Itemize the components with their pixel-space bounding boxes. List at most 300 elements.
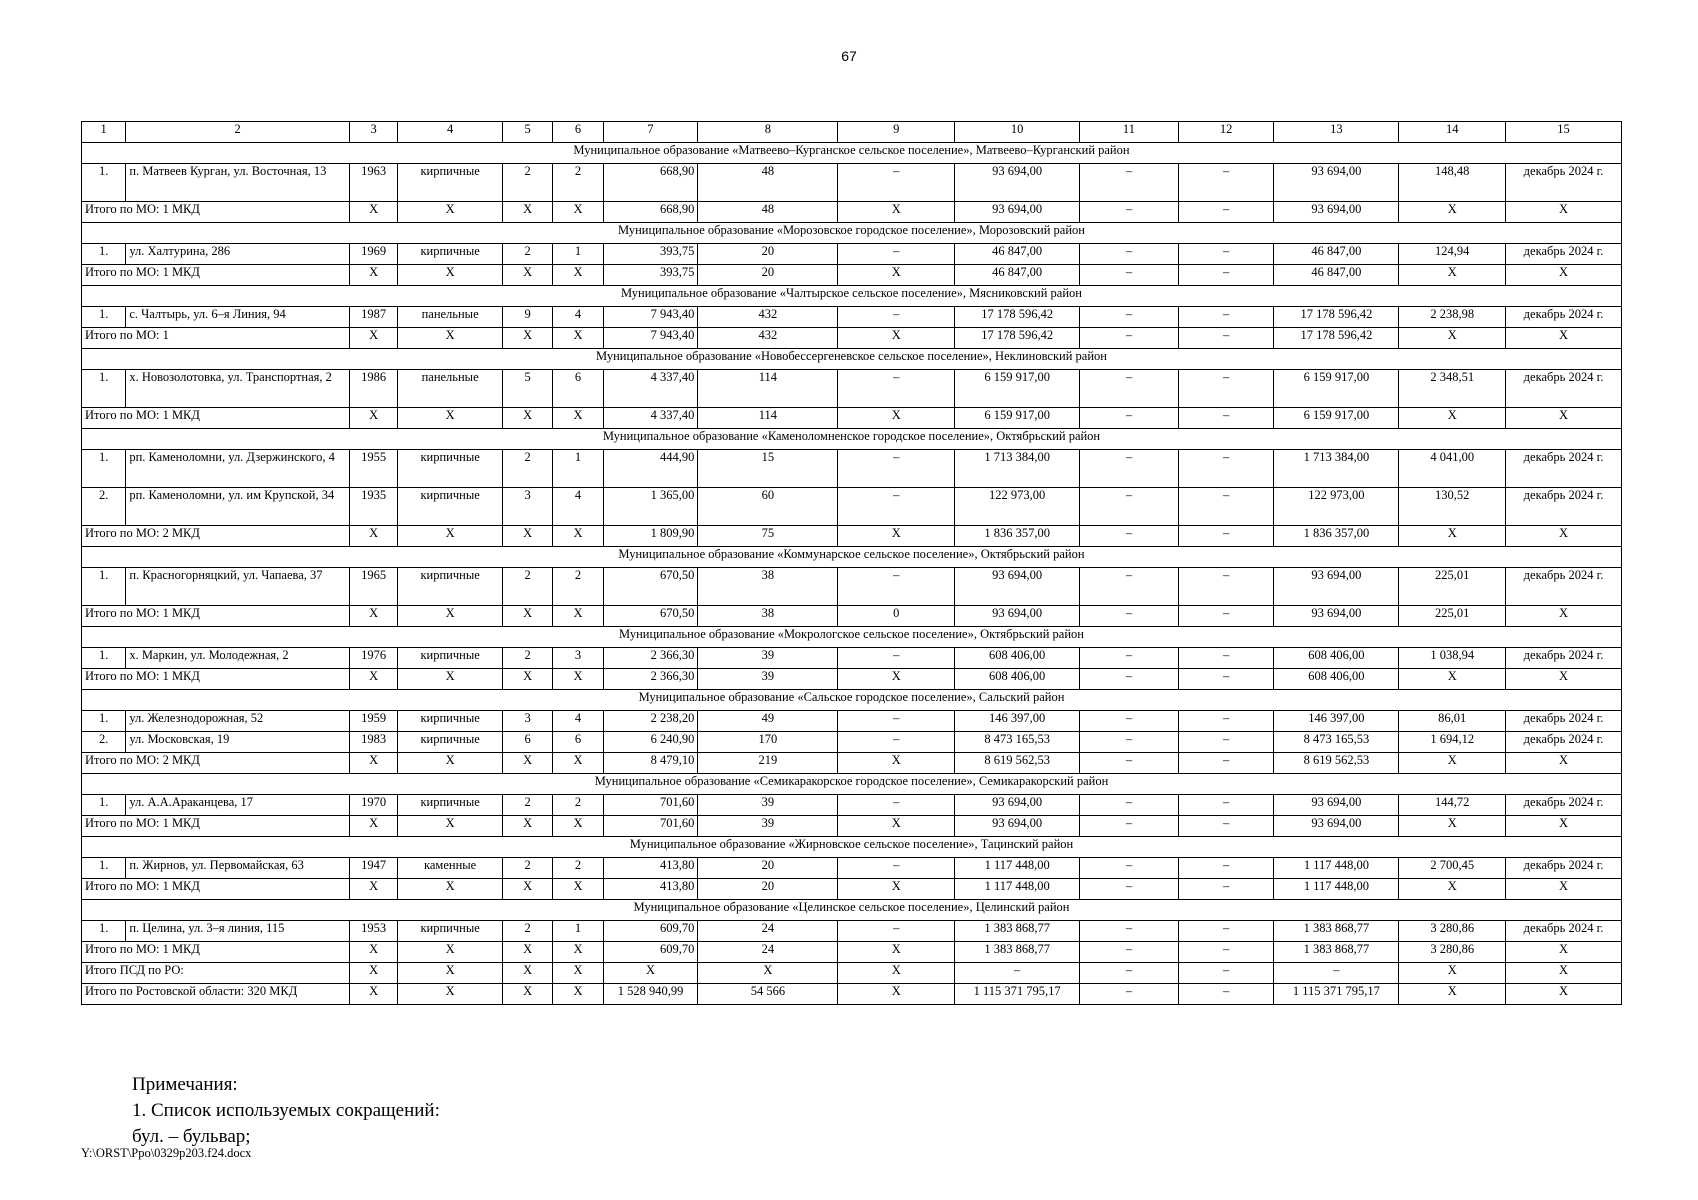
value-cell: 20 — [698, 244, 838, 265]
value-cell: 17 178 596,42 — [1274, 307, 1399, 328]
total-value-cell: 93 694,00 — [955, 202, 1080, 223]
value-cell: 4 041,00 — [1399, 450, 1506, 488]
section-header-row — [82, 349, 1622, 370]
value-cell: 2 238,98 — [1399, 307, 1506, 328]
value-cell: – — [1080, 795, 1179, 816]
value-cell: 114 — [698, 370, 838, 408]
file-path-footer: Y:\ORST\Ppo\0329p203.f24.docx — [81, 1146, 252, 1160]
value-cell: декабрь 2024 г. — [1506, 858, 1622, 879]
value-cell: 668,90 — [603, 164, 698, 202]
table-row — [82, 244, 1622, 265]
grand-total-label: Итого ПСД по РО: — [82, 963, 350, 984]
notes-item-abbreviations: 1. Список используемых сокращений: — [132, 1100, 440, 1121]
total-value-cell: X — [502, 879, 552, 900]
value-cell: 3 — [502, 711, 552, 732]
row-number-cell: 1. — [82, 370, 126, 408]
value-cell: кирпичные — [398, 648, 503, 669]
total-value-cell: X — [502, 816, 552, 837]
total-value-cell: X — [349, 328, 397, 349]
total-value-cell: X — [398, 753, 503, 774]
value-cell: 1 383 868,77 — [955, 921, 1080, 942]
value-cell: декабрь 2024 г. — [1506, 488, 1622, 526]
column-number-header: 15 — [1506, 122, 1622, 143]
total-value-cell: X — [502, 942, 552, 963]
grand-total-value: X — [553, 963, 603, 984]
total-value-cell: X — [1506, 202, 1622, 223]
value-cell: 4 — [553, 711, 603, 732]
municipality-total-row — [82, 202, 1622, 223]
value-cell: декабрь 2024 г. — [1506, 568, 1622, 606]
value-cell: 46 847,00 — [955, 244, 1080, 265]
total-value-cell: X — [1506, 669, 1622, 690]
total-value-cell: X — [398, 816, 503, 837]
address-cell: ул. Халтурина, 286 — [126, 244, 350, 265]
total-value-cell: 608 406,00 — [1274, 669, 1399, 690]
row-number-cell: 2. — [82, 732, 126, 753]
value-cell: – — [838, 711, 955, 732]
value-cell: 86,01 — [1399, 711, 1506, 732]
value-cell: – — [1080, 858, 1179, 879]
total-value-cell: 24 — [698, 942, 838, 963]
value-cell: 3 — [553, 648, 603, 669]
address-cell: рп. Каменоломни, ул. им Крупской, 34 — [126, 488, 350, 526]
total-value-cell: 93 694,00 — [1274, 816, 1399, 837]
total-value-cell: X — [349, 879, 397, 900]
total-value-cell: X — [349, 265, 397, 286]
value-cell: декабрь 2024 г. — [1506, 795, 1622, 816]
grand-total-value: – — [1178, 984, 1274, 1005]
value-cell: 2 700,45 — [1399, 858, 1506, 879]
table-row — [82, 648, 1622, 669]
grand-total-value: X — [349, 963, 397, 984]
municipality-total-row — [82, 606, 1622, 627]
total-value-cell: X — [349, 669, 397, 690]
value-cell: 6 — [502, 732, 552, 753]
value-cell: 144,72 — [1399, 795, 1506, 816]
total-value-cell: X — [1506, 526, 1622, 547]
column-number-header: 14 — [1399, 122, 1506, 143]
value-cell: 122 973,00 — [1274, 488, 1399, 526]
value-cell: – — [838, 858, 955, 879]
total-value-cell: X — [838, 408, 955, 429]
municipality-title: Муниципальное образование «Новобессергеневское сельское поселение», Неклиновский район — [82, 349, 1622, 370]
address-cell: с. Чалтырь, ул. 6–я Линия, 94 — [126, 307, 350, 328]
total-value-cell: X — [1506, 942, 1622, 963]
value-cell: – — [838, 648, 955, 669]
grand-total-label: Итого по Ростовской области: 320 МКД — [82, 984, 350, 1005]
grand-total-value: X — [1399, 963, 1506, 984]
total-value-cell: – — [1080, 328, 1179, 349]
value-cell: – — [838, 488, 955, 526]
total-value-cell: X — [1399, 408, 1506, 429]
value-cell: – — [1178, 732, 1274, 753]
value-cell: 608 406,00 — [1274, 648, 1399, 669]
total-value-cell: X — [398, 202, 503, 223]
municipality-total-row — [82, 816, 1622, 837]
total-label-cell: Итого по МО: 1 МКД — [82, 816, 350, 837]
column-number-header: 4 — [398, 122, 503, 143]
value-cell: 49 — [698, 711, 838, 732]
value-cell: 4 337,40 — [603, 370, 698, 408]
total-value-cell: X — [838, 816, 955, 837]
total-label-cell: Итого по МО: 1 МКД — [82, 942, 350, 963]
grand-total-value: X — [1506, 984, 1622, 1005]
value-cell: 1 117 448,00 — [1274, 858, 1399, 879]
value-cell: 1947 — [349, 858, 397, 879]
table-row — [82, 450, 1622, 488]
total-label-cell: Итого по МО: 1 — [82, 328, 350, 349]
total-value-cell: – — [1080, 526, 1179, 547]
total-value-cell: X — [398, 942, 503, 963]
value-cell: 225,01 — [1399, 568, 1506, 606]
total-value-cell: 17 178 596,42 — [1274, 328, 1399, 349]
value-cell: – — [1178, 450, 1274, 488]
value-cell: – — [1080, 711, 1179, 732]
total-value-cell: – — [1080, 816, 1179, 837]
row-number-cell: 1. — [82, 307, 126, 328]
grand-total-value: X — [698, 963, 838, 984]
municipality-title: Муниципальное образование «Целинское сельское поселение», Целинский район — [82, 900, 1622, 921]
value-cell: кирпичные — [398, 921, 503, 942]
column-number-header: 3 — [349, 122, 397, 143]
total-value-cell: X — [398, 879, 503, 900]
value-cell: 3 280,86 — [1399, 921, 1506, 942]
value-cell: декабрь 2024 г. — [1506, 307, 1622, 328]
grand-total-value: 1 115 371 795,17 — [1274, 984, 1399, 1005]
total-value-cell: – — [1178, 328, 1274, 349]
value-cell: – — [1080, 921, 1179, 942]
value-cell: 146 397,00 — [1274, 711, 1399, 732]
value-cell: 8 473 165,53 — [955, 732, 1080, 753]
value-cell: 93 694,00 — [955, 568, 1080, 606]
value-cell: декабрь 2024 г. — [1506, 648, 1622, 669]
value-cell: 4 — [553, 307, 603, 328]
column-number-header: 10 — [955, 122, 1080, 143]
column-number-header: 12 — [1178, 122, 1274, 143]
value-cell: 2 238,20 — [603, 711, 698, 732]
value-cell: 1 — [553, 921, 603, 942]
row-number-cell: 1. — [82, 568, 126, 606]
total-value-cell: X — [398, 328, 503, 349]
column-number-header: 11 — [1080, 122, 1179, 143]
value-cell: – — [1080, 450, 1179, 488]
total-value-cell: – — [1080, 669, 1179, 690]
total-value-cell: X — [349, 408, 397, 429]
total-value-cell: X — [502, 669, 552, 690]
value-cell: 1953 — [349, 921, 397, 942]
total-value-cell: X — [1506, 606, 1622, 627]
total-value-cell: X — [502, 202, 552, 223]
total-value-cell: – — [1080, 942, 1179, 963]
municipality-title: Муниципальное образование «Семикаракорское городское поселение», Семикаракорский район — [82, 774, 1622, 795]
municipality-total-row — [82, 879, 1622, 900]
value-cell: 93 694,00 — [955, 795, 1080, 816]
total-value-cell: – — [1178, 526, 1274, 547]
total-value-cell: X — [502, 606, 552, 627]
total-value-cell: X — [838, 328, 955, 349]
value-cell: 48 — [698, 164, 838, 202]
value-cell: 2 366,30 — [603, 648, 698, 669]
total-value-cell: – — [1178, 879, 1274, 900]
municipality-total-row — [82, 942, 1622, 963]
total-value-cell: X — [838, 526, 955, 547]
total-value-cell: 93 694,00 — [1274, 202, 1399, 223]
row-number-cell: 1. — [82, 244, 126, 265]
total-value-cell: 20 — [698, 265, 838, 286]
value-cell: кирпичные — [398, 244, 503, 265]
total-value-cell: X — [398, 408, 503, 429]
value-cell: – — [1178, 648, 1274, 669]
grand-total-value: X — [349, 984, 397, 1005]
value-cell: 3 — [502, 488, 552, 526]
grand-total-row — [82, 963, 1622, 984]
table-body — [82, 122, 1622, 1005]
value-cell: – — [1178, 488, 1274, 526]
column-numbers-row — [82, 122, 1622, 143]
total-value-cell: 7 943,40 — [603, 328, 698, 349]
total-value-cell: X — [1399, 879, 1506, 900]
total-label-cell: Итого по МО: 1 МКД — [82, 408, 350, 429]
column-number-header: 8 — [698, 122, 838, 143]
data-table — [81, 121, 1622, 1005]
grand-total-value: – — [1178, 963, 1274, 984]
value-cell: 146 397,00 — [955, 711, 1080, 732]
total-value-cell: X — [1399, 526, 1506, 547]
value-cell: кирпичные — [398, 568, 503, 606]
value-cell: 2 — [502, 921, 552, 942]
value-cell: каменные — [398, 858, 503, 879]
value-cell: декабрь 2024 г. — [1506, 921, 1622, 942]
total-value-cell: X — [838, 202, 955, 223]
section-header-row — [82, 900, 1622, 921]
total-value-cell: 6 159 917,00 — [1274, 408, 1399, 429]
total-value-cell: X — [349, 606, 397, 627]
value-cell: 93 694,00 — [955, 164, 1080, 202]
total-value-cell: – — [1178, 265, 1274, 286]
value-cell: кирпичные — [398, 732, 503, 753]
total-label-cell: Итого по МО: 2 МКД — [82, 753, 350, 774]
value-cell: 1963 — [349, 164, 397, 202]
section-header-row — [82, 547, 1622, 568]
value-cell: 1959 — [349, 711, 397, 732]
value-cell: – — [1080, 244, 1179, 265]
value-cell: 1 713 384,00 — [955, 450, 1080, 488]
value-cell: 2 — [553, 164, 603, 202]
value-cell: 15 — [698, 450, 838, 488]
total-value-cell: – — [1178, 753, 1274, 774]
total-value-cell: 225,01 — [1399, 606, 1506, 627]
grand-total-value: 54 566 — [698, 984, 838, 1005]
value-cell: декабрь 2024 г. — [1506, 732, 1622, 753]
grand-total-value: 1 528 940,99 — [603, 984, 698, 1005]
grand-total-value: – — [1080, 963, 1179, 984]
value-cell: 1986 — [349, 370, 397, 408]
table-row — [82, 370, 1622, 408]
value-cell: 39 — [698, 648, 838, 669]
value-cell: панельные — [398, 307, 503, 328]
value-cell: 20 — [698, 858, 838, 879]
total-value-cell: 8 619 562,53 — [1274, 753, 1399, 774]
value-cell: 93 694,00 — [1274, 568, 1399, 606]
value-cell: – — [1178, 711, 1274, 732]
row-number-cell: 1. — [82, 858, 126, 879]
row-number-cell: 1. — [82, 648, 126, 669]
total-value-cell: X — [553, 816, 603, 837]
grand-total-row — [82, 984, 1622, 1005]
address-cell: ул. А.А.Араканцева, 17 — [126, 795, 350, 816]
column-number-header: 13 — [1274, 122, 1399, 143]
grand-total-value: X — [502, 984, 552, 1005]
value-cell: 6 240,90 — [603, 732, 698, 753]
value-cell: декабрь 2024 г. — [1506, 244, 1622, 265]
total-value-cell: X — [1399, 669, 1506, 690]
value-cell: 2 — [502, 244, 552, 265]
grand-total-value: X — [553, 984, 603, 1005]
total-value-cell: X — [502, 408, 552, 429]
value-cell: 2 — [502, 164, 552, 202]
value-cell: – — [1178, 921, 1274, 942]
value-cell: 2 — [553, 795, 603, 816]
value-cell: – — [1080, 488, 1179, 526]
total-value-cell: – — [1080, 408, 1179, 429]
total-label-cell: Итого по МО: 1 МКД — [82, 606, 350, 627]
value-cell: – — [838, 921, 955, 942]
value-cell: – — [838, 568, 955, 606]
municipality-title: Муниципальное образование «Мокрологское сельское поселение», Октябрьский район — [82, 627, 1622, 648]
total-value-cell: 2 366,30 — [603, 669, 698, 690]
value-cell: 5 — [502, 370, 552, 408]
total-value-cell: X — [1506, 816, 1622, 837]
total-value-cell: 4 337,40 — [603, 408, 698, 429]
grand-total-value: X — [398, 963, 503, 984]
total-value-cell: X — [553, 408, 603, 429]
table-row — [82, 795, 1622, 816]
address-cell: п. Целина, ул. 3–я линия, 115 — [126, 921, 350, 942]
grand-total-value: X — [398, 984, 503, 1005]
total-value-cell: X — [553, 202, 603, 223]
municipality-total-row — [82, 328, 1622, 349]
total-value-cell: X — [838, 753, 955, 774]
value-cell: 39 — [698, 795, 838, 816]
address-cell: рп. Каменоломни, ул. Дзержинского, 4 — [126, 450, 350, 488]
total-value-cell: X — [838, 669, 955, 690]
total-value-cell: 1 117 448,00 — [955, 879, 1080, 900]
total-value-cell: – — [1080, 606, 1179, 627]
value-cell: 1983 — [349, 732, 397, 753]
total-value-cell: X — [1399, 202, 1506, 223]
total-value-cell: 93 694,00 — [955, 816, 1080, 837]
value-cell: 60 — [698, 488, 838, 526]
municipality-title: Муниципальное образование «Сальское городское поселение», Сальский район — [82, 690, 1622, 711]
section-header-row — [82, 286, 1622, 307]
total-value-cell: X — [553, 606, 603, 627]
total-value-cell: 39 — [698, 816, 838, 837]
value-cell: – — [838, 732, 955, 753]
total-value-cell: 114 — [698, 408, 838, 429]
value-cell: 2 — [553, 568, 603, 606]
grand-total-value: 1 115 371 795,17 — [955, 984, 1080, 1005]
section-header-row — [82, 143, 1622, 164]
value-cell: – — [1178, 795, 1274, 816]
total-value-cell: X — [553, 942, 603, 963]
total-value-cell: X — [1506, 265, 1622, 286]
total-value-cell: X — [502, 265, 552, 286]
total-value-cell: X — [553, 265, 603, 286]
total-value-cell: 1 836 357,00 — [955, 526, 1080, 547]
row-number-cell: 1. — [82, 450, 126, 488]
total-value-cell: X — [838, 879, 955, 900]
value-cell: 1976 — [349, 648, 397, 669]
total-value-cell: 413,80 — [603, 879, 698, 900]
total-label-cell: Итого по МО: 1 МКД — [82, 202, 350, 223]
grand-total-value: X — [603, 963, 698, 984]
total-value-cell: X — [1506, 753, 1622, 774]
total-value-cell: 393,75 — [603, 265, 698, 286]
section-header-row — [82, 690, 1622, 711]
value-cell: 9 — [502, 307, 552, 328]
address-cell: п. Матвеев Курган, ул. Восточная, 13 — [126, 164, 350, 202]
value-cell: 432 — [698, 307, 838, 328]
value-cell: декабрь 2024 г. — [1506, 164, 1622, 202]
value-cell: 1987 — [349, 307, 397, 328]
value-cell: 122 973,00 — [955, 488, 1080, 526]
table-row — [82, 711, 1622, 732]
municipality-total-row — [82, 753, 1622, 774]
total-value-cell: – — [1178, 816, 1274, 837]
total-value-cell: 1 383 868,77 — [1274, 942, 1399, 963]
total-value-cell: 432 — [698, 328, 838, 349]
total-value-cell: X — [349, 816, 397, 837]
total-value-cell: 93 694,00 — [1274, 606, 1399, 627]
total-value-cell: – — [1178, 669, 1274, 690]
row-number-cell: 1. — [82, 795, 126, 816]
notes-title: Примечания: — [132, 1074, 238, 1095]
total-value-cell: X — [1399, 265, 1506, 286]
value-cell: – — [1080, 307, 1179, 328]
address-cell: ул. Московская, 19 — [126, 732, 350, 753]
value-cell: – — [1178, 164, 1274, 202]
value-cell: 1 713 384,00 — [1274, 450, 1399, 488]
value-cell: – — [838, 370, 955, 408]
grand-total-value: – — [955, 963, 1080, 984]
value-cell: декабрь 2024 г. — [1506, 711, 1622, 732]
total-value-cell: X — [349, 753, 397, 774]
total-value-cell: X — [553, 879, 603, 900]
table-row — [82, 568, 1622, 606]
total-value-cell: 0 — [838, 606, 955, 627]
total-value-cell: X — [1506, 879, 1622, 900]
table-row — [82, 732, 1622, 753]
total-value-cell: X — [349, 526, 397, 547]
total-value-cell: X — [838, 265, 955, 286]
total-value-cell: X — [398, 606, 503, 627]
total-value-cell: X — [553, 753, 603, 774]
value-cell: 2 — [502, 648, 552, 669]
total-value-cell: X — [502, 526, 552, 547]
value-cell: – — [838, 307, 955, 328]
value-cell: 1 038,94 — [1399, 648, 1506, 669]
notes-block — [132, 1072, 440, 1150]
value-cell: – — [1080, 568, 1179, 606]
row-number-cell: 1. — [82, 921, 126, 942]
total-value-cell: X — [349, 942, 397, 963]
value-cell: 7 943,40 — [603, 307, 698, 328]
section-header-row — [82, 429, 1622, 450]
grand-total-value: – — [1274, 963, 1399, 984]
value-cell: – — [1080, 732, 1179, 753]
value-cell: кирпичные — [398, 795, 503, 816]
total-label-cell: Итого по МО: 1 МКД — [82, 265, 350, 286]
